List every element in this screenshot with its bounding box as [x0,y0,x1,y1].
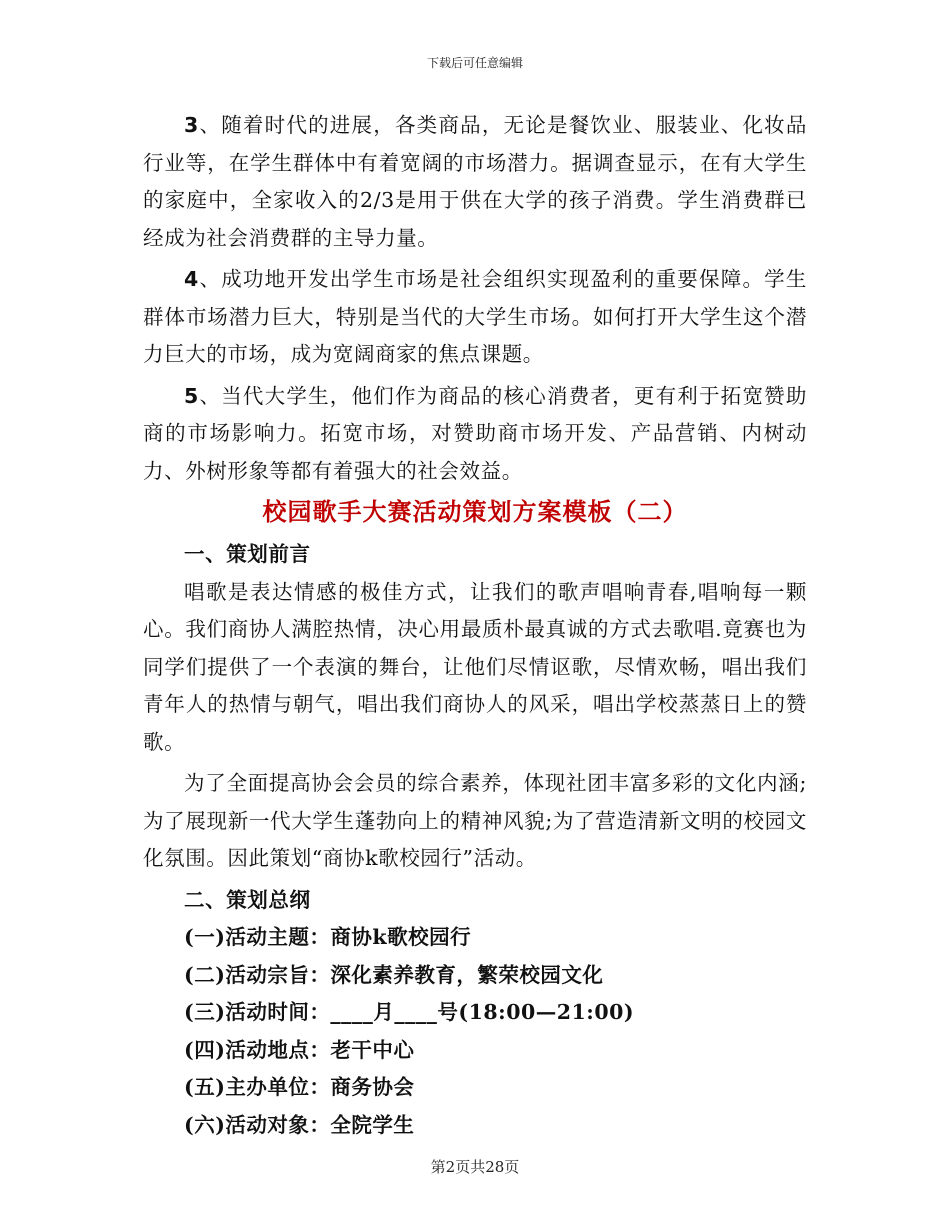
paragraph-number: 5 [184,383,199,408]
page-footer: 第2页共28页 [430,1158,520,1176]
outline-item-organizer: (五)主办单位：商务协会 [184,1075,415,1099]
preface-paragraph-2: 为了全面提高协会会员的综合素养，体现社团丰富多彩的文化内涵;为了展现新一代大学生蓬勃向上的精神风貌;为了营造清新文明的校园文化氛围。因此策划“商协k歌校园行”活动。 [143,771,807,870]
document-body [143,107,807,1144]
document-title: 校园歌手大赛活动策划方案模板（二） [262,497,688,526]
section-heading-preface: 一、策划前言 [184,542,311,566]
paragraph-number: 3 [184,113,199,137]
page-header: 下载后可任意编辑 [426,56,523,70]
outline-item-time: (三)活动时间：____月____号(18:00—21:00) [184,1000,635,1024]
outline-item-location: (四)活动地点：老干中心 [184,1037,415,1062]
paragraph-number: 4 [184,267,199,291]
section-heading-outline: 二、策划总纲 [184,887,311,912]
paragraph-3 [143,107,807,257]
outline-item-audience: (六)活动对象：全院学生 [184,1112,415,1137]
outline-item-theme: (一)活动主题：商协k歌校园行 [184,925,472,949]
preface-paragraph-1: 唱歌是表达情感的极佳方式，让我们的歌声唱响青春,唱响每一颗心。我们商协人满腔热情，决心用最质朴最真诚的方式去歌唱.竟赛也为同学们提供了一个表演的舞台，让他们尽情讴歌，尽情欢畅，唱出我们青年人的热情与朝气，唱出我们商协人的风采，唱出学校蒸蒸日上的赞歌。 [143,579,807,754]
paragraph-text: 、随着时代的进展，各类商品，无论是餐饮业、服装业、化妆品行业等，在学生群体中有着宽阔的市场潜力。据调查显示，在有大学生的家庭中，全家收入的2/3是用于供在大学的孩子消费。学生消费群已经成为社会消费群的主导力量。 [143,113,807,250]
paragraph-text: 、当代大学生，他们作为商品的核心消费者，更有利于拓宽赞助商的市场影响力。拓宽市场，对赞助商市场开发、产品营销、内树动力、外树形象等都有着强大的社会效益。 [143,383,807,483]
outline-item-purpose: (二)活动宗旨：深化素养教育，繁荣校园文化 [184,962,604,987]
paragraph-text: 、成功地开发出学生市场是社会组织实现盈利的重要保障。学生群体市场潜力巨大，特别是当代的大学生市场。如何打开大学生这个潜力巨大的市场，成为宽阔商家的焦点课题。 [143,267,807,366]
paragraph-5 [143,378,807,491]
paragraph-4 [143,261,807,374]
